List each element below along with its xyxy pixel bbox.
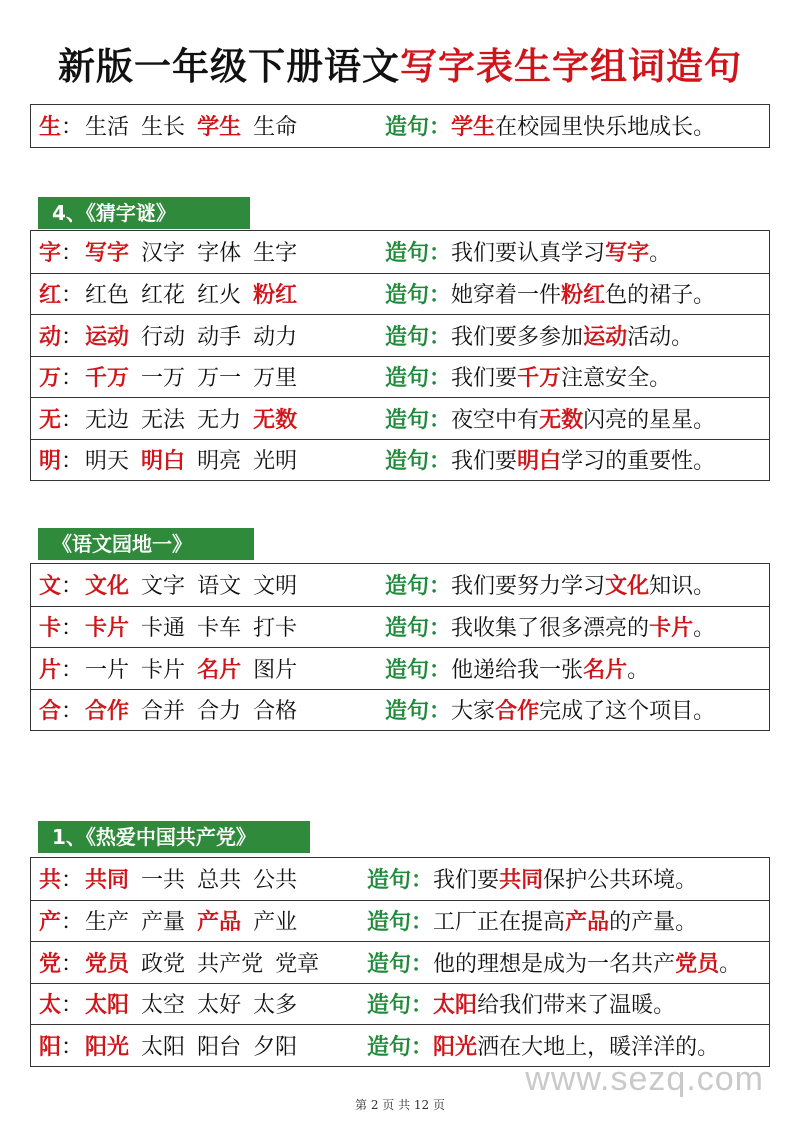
target-character: 动 [39,323,62,350]
example-sentence [451,236,671,267]
example-sentence [451,694,715,725]
word-list [85,361,385,392]
word: 无边 [85,407,130,433]
colon-separator: ： [61,283,84,309]
target-character: 无 [39,406,62,433]
table-row [31,689,769,731]
word: 汉字 [141,241,186,267]
target-character: 阳 [39,1033,62,1060]
sentence-highlight: 写字 [605,240,650,267]
colon-separator: ： [61,868,84,894]
word: 语文 [197,574,242,600]
page-title [0,36,800,90]
section-header: 4、《猜字谜》 [38,197,250,229]
sentence-highlight: 卡片 [649,615,694,642]
word: 一万 [141,366,186,392]
example-sentence [433,947,741,978]
sentence-text: 夜空中有 [451,407,540,433]
table-row [31,356,769,398]
word-list [85,278,385,309]
example-sentence [451,444,715,475]
word: 卡通 [141,616,186,642]
target-character: 党 [39,950,62,977]
sentence-highlight: 党员 [675,950,720,977]
sentence-label: 造句： [385,114,452,141]
sentence-label: 造句： [385,615,452,642]
highlighted-word: 共同 [85,867,130,894]
word: 红火 [197,283,242,309]
sentence-text: 在校园里快乐地成长。 [495,115,716,141]
word: 生产 [85,910,130,936]
target-character: 片 [39,656,62,683]
target-character: 文 [39,573,62,600]
word: 无法 [141,407,186,433]
target-character: 字 [39,240,62,267]
word: 明亮 [197,449,242,475]
word: 合并 [141,699,186,725]
colon-separator: ： [61,1034,84,1060]
vocab-block [30,104,770,148]
highlighted-word: 名片 [197,656,242,683]
example-sentence [451,611,715,642]
word: 合格 [253,699,298,725]
sentence-text: 。 [693,616,716,642]
sentence-highlight: 产品 [565,909,610,936]
sentence-label: 造句： [367,992,434,1019]
highlighted-word: 太阳 [85,992,130,1019]
sentence-label: 造句： [385,656,452,683]
sentence-highlight: 学生 [451,114,496,141]
example-sentence [451,569,715,600]
target-character: 太 [39,992,62,1019]
sentence-text: 学习的重要性。 [561,449,716,475]
highlighted-word: 无数 [253,406,298,433]
target-character: 共 [39,867,62,894]
highlighted-word: 粉红 [253,282,298,309]
word: 生活 [85,115,130,141]
sentence-text: 我收集了很多漂亮的 [451,616,650,642]
highlighted-word: 党员 [85,950,130,977]
word-list [85,905,367,936]
word: 太多 [253,993,298,1019]
highlighted-word: 千万 [85,365,130,392]
watermark: www.sezq.com [525,1060,764,1098]
sentence-highlight: 粉红 [561,282,606,309]
sentence-label: 造句： [385,323,452,350]
colon-separator: ： [61,574,84,600]
example-sentence [433,905,697,936]
sentence-text: 洒在大地上，暖洋洋的。 [477,1034,720,1060]
highlighted-word: 明白 [141,448,186,475]
table-row [31,900,769,942]
word: 字体 [197,241,242,267]
section-header: 《语文园地一》 [38,528,254,560]
sentence-text: 我们要努力学习 [451,574,606,600]
word: 夕阳 [253,1034,298,1060]
sentence-label: 造句： [385,698,452,725]
word: 太好 [197,993,242,1019]
word: 文明 [253,574,298,600]
target-character: 明 [39,448,62,475]
word: 光明 [253,449,298,475]
sentence-label: 造句： [385,365,452,392]
sentence-text: 我们要 [451,449,518,475]
example-sentence [433,863,697,894]
example-sentence [451,320,693,351]
word-list [85,444,385,475]
word: 万一 [197,366,242,392]
word: 生长 [141,115,186,141]
sentence-text: 我们要认真学习 [451,241,606,267]
sentence-label: 造句： [385,573,452,600]
vocab-block [30,230,770,481]
highlighted-word: 写字 [85,240,130,267]
example-sentence [451,403,715,434]
word: 太阳 [141,1034,186,1060]
colon-separator: ： [61,910,84,936]
colon-separator: ： [61,324,84,350]
sentence-text: 。 [627,657,650,683]
word: 政党 [141,951,186,977]
target-character: 合 [39,698,62,725]
target-character: 红 [39,282,62,309]
example-sentence [433,988,675,1019]
word: 产量 [141,910,186,936]
sentence-label: 造句： [367,867,434,894]
highlighted-word: 产品 [197,909,242,936]
sentence-text: 闪亮的星星。 [583,407,716,433]
word: 阳台 [197,1034,242,1060]
sentence-text: 色的裙子。 [605,283,716,309]
target-character: 生 [39,114,62,141]
sentence-text: 他的理想是成为一名共产 [433,951,676,977]
table-row [31,606,769,648]
table-row [31,439,769,481]
word: 行动 [141,324,186,350]
word-list [85,947,367,978]
colon-separator: ： [61,699,84,725]
word-list [85,320,385,351]
table-row [31,983,769,1025]
highlighted-word: 阳光 [85,1033,130,1060]
word-list [85,1030,367,1061]
sentence-text: 保护公共环境。 [543,868,698,894]
sentence-text: 我们要 [451,366,518,392]
sentence-text: 他递给我一张 [451,657,584,683]
sentence-text: 我们要 [433,868,500,894]
word: 万里 [253,366,298,392]
vocab-block [30,563,770,731]
sentence-highlight: 千万 [517,365,562,392]
sentence-text: 注意安全。 [561,366,672,392]
title-part-red: 写字表生字组词造句 [400,45,742,88]
word-list [85,403,385,434]
word: 党章 [275,951,320,977]
page-footer: 第 2 页 共 12 页 [355,1098,445,1112]
table-row [31,105,769,147]
word: 明天 [85,449,130,475]
section-header: 1、《热爱中国共产党》 [38,821,310,853]
table-row [31,858,769,900]
sentence-highlight: 文化 [605,573,650,600]
word: 一片 [85,657,130,683]
table-row [31,273,769,315]
sentence-text: 给我们带来了温暖。 [477,993,676,1019]
highlighted-word: 学生 [197,114,242,141]
example-sentence [451,278,715,309]
sentence-text: 活动。 [627,324,694,350]
title-part-black: 新版一年级下册语文 [58,45,400,88]
colon-separator: ： [61,241,84,267]
target-character: 产 [39,909,62,936]
sentence-highlight: 无数 [539,406,584,433]
word-list [85,611,385,642]
example-sentence [451,653,649,684]
table-row [31,941,769,983]
sentence-label: 造句： [385,406,452,433]
word: 卡车 [197,616,242,642]
table-row [31,397,769,439]
sentence-text: 。 [719,951,742,977]
word: 图片 [253,657,298,683]
word-list [85,694,385,725]
word: 文字 [141,574,186,600]
word-list [85,110,385,141]
word: 公共 [253,868,298,894]
sentence-label: 造句： [385,448,452,475]
word: 无力 [197,407,242,433]
colon-separator: ： [61,993,84,1019]
sentence-highlight: 明白 [517,448,562,475]
table-row [31,231,769,273]
word: 总共 [197,868,242,894]
example-sentence [451,110,715,141]
target-character: 万 [39,365,62,392]
sentence-highlight: 运动 [583,323,628,350]
sentence-label: 造句： [367,909,434,936]
vocab-block [30,857,770,1067]
colon-separator: ： [61,657,84,683]
colon-separator: ： [61,115,84,141]
table-row [31,314,769,356]
sentence-label: 造句： [385,240,452,267]
sentence-text: 大家 [451,699,496,725]
sentence-highlight: 名片 [583,656,628,683]
word: 太空 [141,993,186,1019]
word: 红色 [85,283,130,309]
word: 共产党 [197,951,264,977]
word: 生字 [253,241,298,267]
word: 产业 [253,910,298,936]
example-sentence [433,1030,719,1061]
sentence-text: 她穿着一件 [451,283,562,309]
colon-separator: ： [61,366,84,392]
sentence-highlight: 共同 [499,867,544,894]
word: 合力 [197,699,242,725]
example-sentence [451,361,671,392]
word-list [85,988,367,1019]
word-list [85,569,385,600]
sentence-text: 的产量。 [609,910,698,936]
sentence-highlight: 合作 [495,698,540,725]
sentence-label: 造句： [385,282,452,309]
highlighted-word: 运动 [85,323,130,350]
sentence-text: 我们要多参加 [451,324,584,350]
colon-separator: ： [61,951,84,977]
sentence-text: 完成了这个项目。 [539,699,716,725]
word: 动力 [253,324,298,350]
word-list [85,653,385,684]
word: 生命 [253,115,298,141]
colon-separator: ： [61,449,84,475]
table-row [31,647,769,689]
sentence-highlight: 太阳 [433,992,478,1019]
word: 卡片 [141,657,186,683]
sentence-label: 造句： [367,1033,434,1060]
sentence-text: 。 [649,241,672,267]
colon-separator: ： [61,616,84,642]
word-list [85,236,385,267]
highlighted-word: 合作 [85,698,130,725]
table-row [31,564,769,606]
target-character: 卡 [39,615,62,642]
sentence-label: 造句： [367,950,434,977]
sentence-text: 知识。 [649,574,716,600]
sentence-text: 工厂正在提高 [433,910,566,936]
word-list [85,863,367,894]
highlighted-word: 卡片 [85,615,130,642]
colon-separator: ： [61,407,84,433]
sentence-highlight: 阳光 [433,1033,478,1060]
word: 动手 [197,324,242,350]
word: 一共 [141,868,186,894]
highlighted-word: 文化 [85,573,130,600]
word: 红花 [141,283,186,309]
word: 打卡 [253,616,298,642]
